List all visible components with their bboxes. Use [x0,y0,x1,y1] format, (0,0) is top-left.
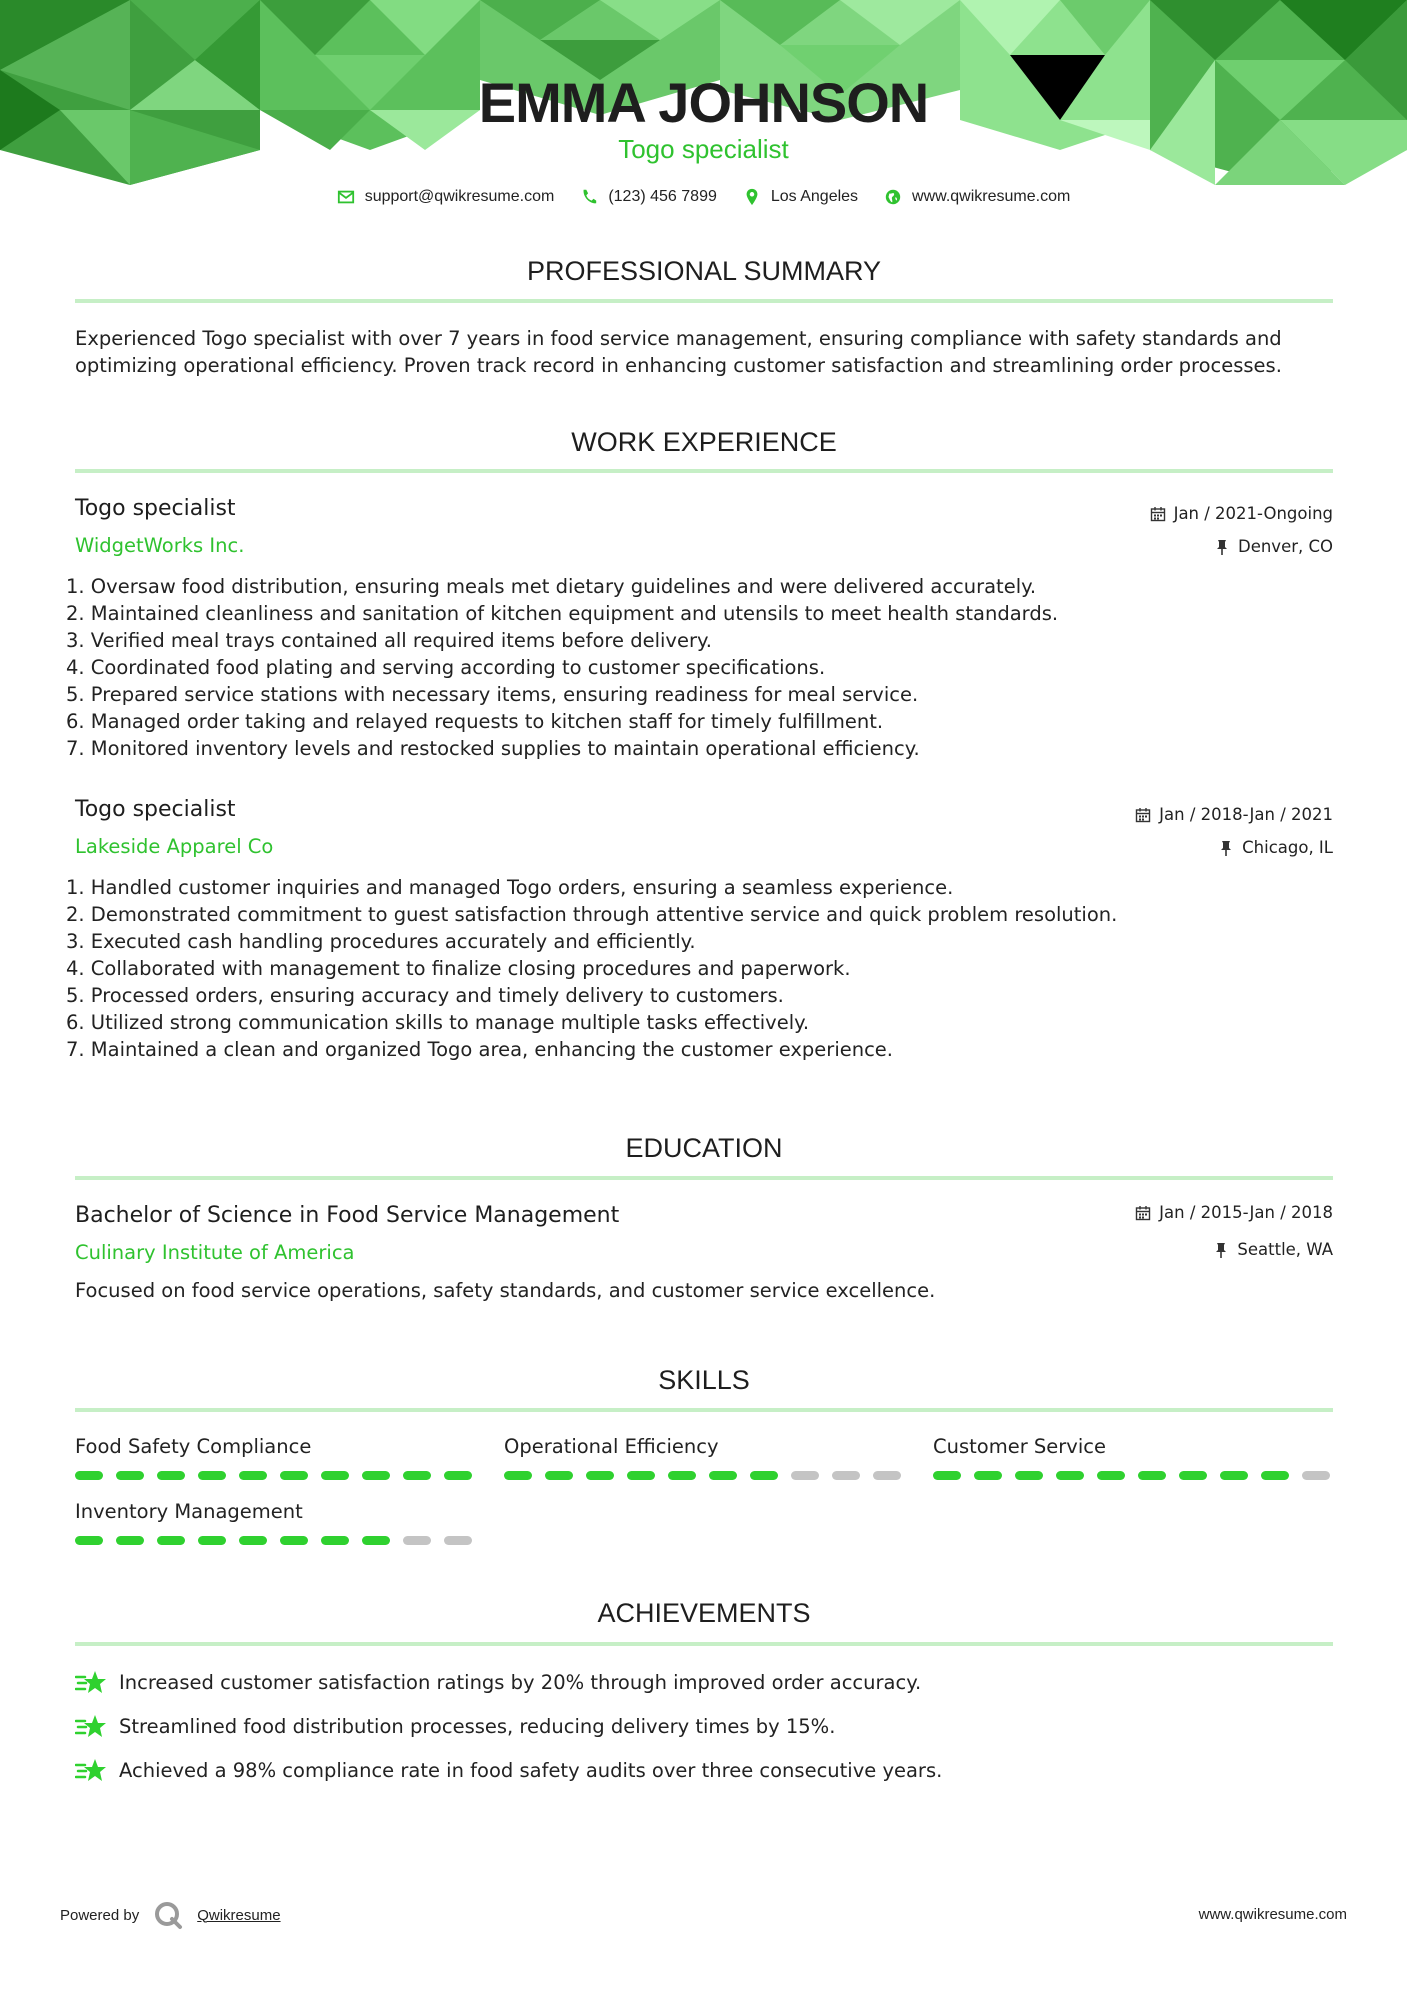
skills-heading: SKILLS [658,1365,750,1395]
skill-dash-filled [1220,1471,1248,1480]
list-item: 2. Demonstrated commitment to guest satisfaction through attentive service and quick problem resolution. [66,903,1118,926]
experience-heading: WORK EXPERIENCE [571,427,837,457]
skill-dash-filled [545,1471,573,1480]
achievement-1 [75,1668,921,1696]
list-item: 3. Verified meal trays contained all required items before delivery. [66,629,712,652]
skill-dash-filled [362,1471,390,1480]
map-pin-icon [743,188,761,206]
skill-dash-filled [709,1471,737,1480]
achievements-divider [75,1642,1333,1646]
job-1-bullets [66,573,1316,762]
summary-divider [75,299,1333,303]
list-item: 4. Collaborated with management to finalize closing procedures and paperwork. [66,957,851,980]
contact-website[interactable] [884,188,1070,206]
job-2-bullets [66,874,1316,1063]
powered-by-label: Powered by [60,1906,140,1924]
globe-icon [884,188,902,206]
education-divider [75,1176,1333,1180]
list-item: 2. Maintained cleanliness and sanitation of kitchen equipment and utensils to meet health standards. [66,602,1059,625]
list-item: 1. Oversaw food distribution, ensuring meals met dietary guidelines and were delivered accurately. [66,575,1037,598]
skill-2-meter [504,1471,901,1481]
skill-dash-filled [668,1471,696,1480]
skill-1-name: Food Safety Compliance [75,1435,312,1458]
job-2-dates [1135,805,1333,824]
footer-powered-by [60,1900,281,1930]
job-2-company: Lakeside Apparel Co [75,835,274,858]
summary-heading: PROFESSIONAL SUMMARY [526,256,882,286]
achievement-3 [75,1756,942,1784]
skill-dash-empty [403,1536,431,1545]
skill-dash-filled [933,1471,961,1480]
skill-dash-filled [1015,1471,1043,1480]
pushpin-icon [1218,840,1234,856]
job-2-location [1218,838,1333,857]
job-2-location-text: Chicago, IL [1242,838,1333,857]
skill-dash-filled [157,1536,185,1545]
skill-dash-filled [1261,1471,1289,1480]
achievement-3-text: Achieved a 98% compliance rate in food safety audits over three consecutive years. [119,1758,943,1782]
skill-dash-filled [75,1536,103,1545]
skill-dash-filled [1056,1471,1084,1480]
footer-website[interactable]: www.qwikresume.com [1198,1906,1347,1923]
skill-dash-filled [280,1471,308,1480]
pushpin-icon [1213,1242,1229,1258]
candidate-title: Togo specialist [618,134,789,164]
skill-dash-filled [198,1471,226,1480]
skills-divider [75,1408,1333,1412]
shooting-star-icon [75,1712,107,1740]
job-2-title: Togo specialist [75,797,236,822]
calendar-icon [1150,506,1166,522]
skill-dash-filled [157,1471,185,1480]
shooting-star-icon [75,1756,107,1784]
contact-phone-text: (123) 456 7899 [608,188,717,205]
list-item: 7. Monitored inventory levels and restocked supplies to maintain operational efficiency. [66,737,920,760]
job-1-dates [1150,504,1333,523]
achievement-2-text: Streamlined food distribution processes, reducing delivery times by 15%. [119,1714,836,1738]
skill-dash-empty [444,1536,472,1545]
experience-divider [75,469,1333,473]
achievements-heading: ACHIEVEMENTS [597,1598,811,1628]
contact-location [743,188,858,206]
education-description: Focused on food service operations, safety standards, and customer service excellence. [75,1279,936,1302]
candidate-name: EMMA JOHNSON [478,71,929,134]
skill-dash-filled [280,1536,308,1545]
skill-dash-filled [239,1536,267,1545]
job-1-title: Togo specialist [75,496,236,521]
job-1-dates-text: Jan / 2021-Ongoing [1173,504,1333,523]
list-item: 6. Managed order taking and relayed requests to kitchen staff for timely fulfillment. [66,710,884,733]
qwikresume-link[interactable]: Qwikresume [197,1906,281,1924]
skill-dash-filled [1097,1471,1125,1480]
list-item: 4. Coordinated food plating and serving according to customer specifications. [66,656,826,679]
education-school: Culinary Institute of America [75,1241,355,1264]
skill-dash-filled [627,1471,655,1480]
skill-dash-filled [239,1471,267,1480]
skill-dash-filled [116,1536,144,1545]
phone-icon [580,188,598,206]
summary-text: Experienced Togo specialist with over 7 years in food service management, ensuring compliance with safety standards and optimizing operational efficiency. Proven track record in enhancing customer satisfaction and streamlining order processes. [75,327,1282,377]
skill-dash-filled [504,1471,532,1480]
education-heading: EDUCATION [625,1133,783,1163]
skill-dash-filled [586,1471,614,1480]
job-1-location [1214,537,1333,556]
list-item: 5. Processed orders, ensuring accuracy and timely delivery to customers. [66,984,784,1007]
education-dates-text: Jan / 2015-Jan / 2018 [1159,1203,1333,1222]
skill-dash-filled [321,1536,349,1545]
skill-dash-filled [75,1471,103,1480]
list-item: 3. Executed cash handling procedures accurately and efficiently. [66,930,696,953]
contact-website-text: www.qwikresume.com [912,188,1071,205]
skill-dash-empty [832,1471,860,1480]
skill-dash-filled [321,1471,349,1480]
skill-3-meter [933,1471,1330,1481]
skill-dash-filled [974,1471,1002,1480]
skill-dash-empty [1302,1471,1330,1480]
skill-dash-empty [873,1471,901,1480]
calendar-icon [1135,807,1151,823]
envelope-icon [337,188,355,206]
skill-dash-empty [791,1471,819,1480]
job-2-dates-text: Jan / 2018-Jan / 2021 [1159,805,1333,824]
achievement-2 [75,1712,835,1740]
job-1-location-text: Denver, CO [1237,537,1333,556]
skill-1-meter [75,1471,472,1481]
skill-dash-filled [1179,1471,1207,1480]
skill-dash-filled [444,1471,472,1480]
list-item: 7. Maintained a clean and organized Togo area, enhancing the customer experience. [66,1038,894,1061]
skill-dash-filled [362,1536,390,1545]
skill-dash-filled [750,1471,778,1480]
skill-dash-filled [116,1471,144,1480]
job-1-company: WidgetWorks Inc. [75,534,245,557]
contact-location-text: Los Angeles [770,188,859,205]
list-item: 6. Utilized strong communication skills to manage multiple tasks effectively. [66,1011,810,1034]
calendar-icon [1135,1205,1151,1221]
pushpin-icon [1214,539,1230,555]
skill-dash-filled [198,1536,226,1545]
education-degree: Bachelor of Science in Food Service Management [75,1203,620,1228]
skill-dash-filled [403,1471,431,1480]
skill-dash-filled [1138,1471,1166,1480]
contact-email-text: support@qwikresume.com [364,188,555,205]
education-location [1213,1240,1333,1259]
contact-phone[interactable] [580,188,717,206]
education-dates [1135,1203,1333,1222]
list-item: 1. Handled customer inquiries and managed Togo orders, ensuring a seamless experience. [66,876,954,899]
skill-3-name: Customer Service [933,1435,1106,1458]
skill-2-name: Operational Efficiency [504,1435,719,1458]
contact-bar [0,188,1407,206]
skill-4-meter [75,1536,472,1546]
contact-email[interactable] [337,188,555,206]
education-location-text: Seattle, WA [1237,1240,1333,1259]
skill-4-name: Inventory Management [75,1500,303,1523]
achievement-1-text: Increased customer satisfaction ratings by 20% through improved order accuracy. [119,1670,922,1694]
list-item: 5. Prepared service stations with necessary items, ensuring readiness for meal service. [66,683,919,706]
qwikresume-logo-icon [153,1900,183,1930]
shooting-star-icon [75,1668,107,1696]
